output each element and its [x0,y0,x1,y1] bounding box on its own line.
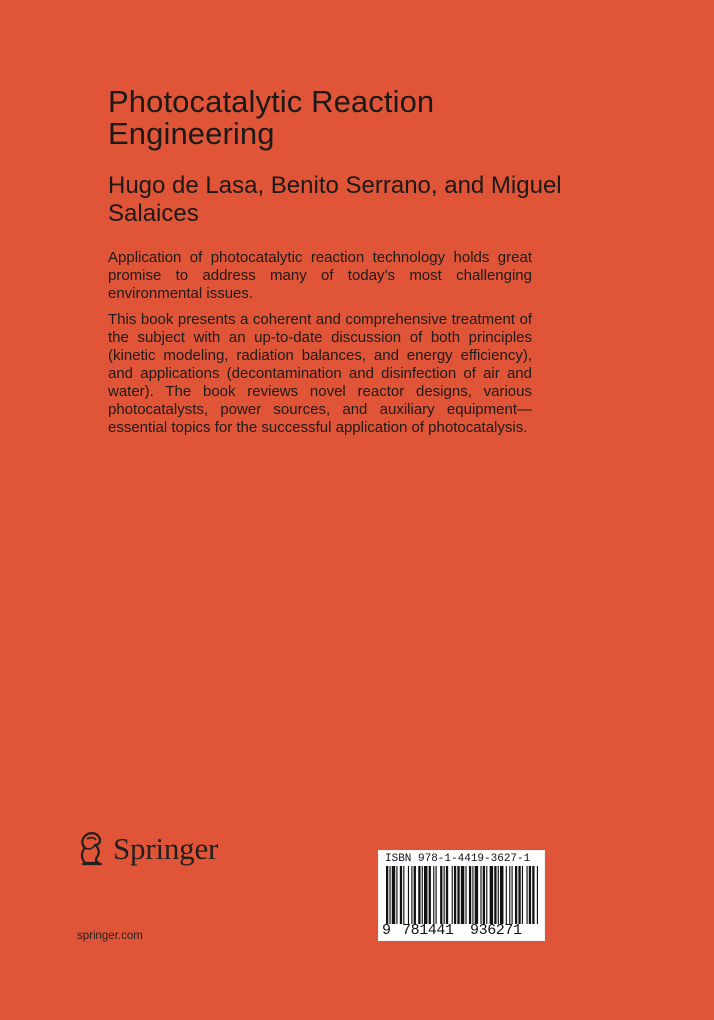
book-title: Photocatalytic Reaction Engineering [108,84,435,151]
publisher-logo [77,826,218,870]
barcode-bar [400,866,402,924]
book-authors: Hugo de Lasa, Benito Serrano, and Miguel Salaices [108,172,562,227]
isbn-barcode [378,850,545,941]
barcode-bar [386,866,388,924]
barcode-bar [532,866,534,924]
barcode-bar [396,866,397,924]
barcode-bar [490,866,493,924]
barcode-bar [529,866,531,924]
publisher-website: springer.com [77,930,143,942]
barcode-bar [515,866,517,924]
barcode-bar [500,866,503,924]
ean-first-digit: 9 [382,922,392,939]
barcode-bar [506,866,507,924]
barcode-bar [408,866,409,924]
knight-chess-piece-icon [77,829,105,867]
description-paragraph-1: Application of photocatalytic reaction technology holds great promise to address many of today’s most challenging environmental issues. [108,249,532,302]
barcode-bar [522,866,523,924]
barcode-bars [386,866,538,924]
barcode-bar [446,866,448,924]
barcode-bar [452,866,453,924]
barcode-bar [440,866,442,924]
barcode-bar [418,866,420,924]
barcode-bar [475,866,478,924]
barcode-bar [414,866,416,924]
barcode-bar [526,866,527,924]
barcode-bar [411,866,412,924]
barcode-bar [469,866,471,924]
barcode-bar [403,866,404,924]
barcode-bar [454,866,456,924]
isbn-label: ISBN 978-1-4419-3627-1 [385,853,531,865]
barcode-bar [486,866,487,924]
barcode-bar [509,866,510,924]
ean-number [382,922,542,940]
barcode-bar [389,866,390,924]
barcode-bar [461,866,464,924]
barcode-bar [498,866,499,924]
barcode-bar [422,866,423,924]
barcode-bar [518,866,520,924]
barcode-bar [537,866,538,924]
barcode-bar [436,866,437,924]
barcode-bar [480,866,481,924]
barcode-bar [444,866,445,924]
barcode-bar [429,866,431,924]
barcode-bar [512,866,513,924]
publisher-name: Springer [113,830,219,866]
ean-right-group: 936271 [470,922,522,939]
barcode-bar [424,866,427,924]
book-description [108,249,532,445]
description-paragraph-2: This book presents a coherent and comprehensive treatment of the subject with an up-to-date discussion of both principles (kinetic modeling, radiation balances, and energy efficiency), and applications (decontamination and disinfection of air and water). The book reviews novel reactor designs, various photocatalysts, power sources, and auxiliary equipment—essential topics for the successful application of photocatalysis. [108,311,532,436]
barcode-bar [457,866,459,924]
barcode-bar [483,866,485,924]
ean-left-group: 781441 [402,922,454,939]
barcode-bar [494,866,496,924]
barcode-bar [465,866,466,924]
barcode-bar [433,866,434,924]
barcode-bar [472,866,473,924]
barcode-bar [392,866,395,924]
